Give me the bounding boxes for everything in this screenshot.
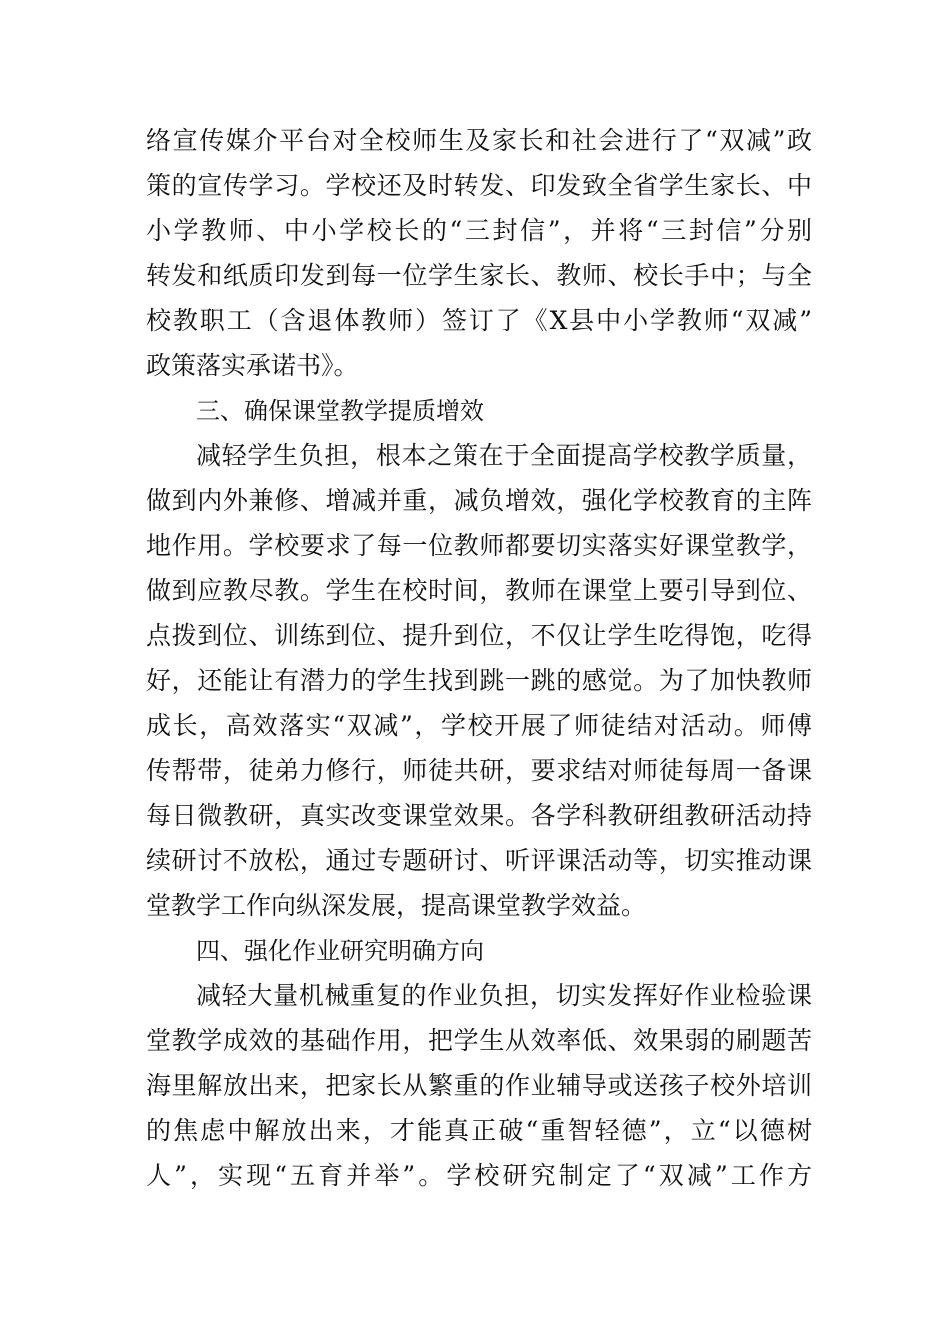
paragraph-line: 每日微教研，真实改变课堂效果。各学科教研组教研活动持 [146,801,812,830]
paragraph-line: 做到应教尽教。学生在校时间，教师在课堂上要引导到位、 [146,576,812,605]
paragraph-line: 点拨到位、训练到位、提升到位，不仅让学生吃得饱，吃得 [146,621,812,650]
paragraph-line: 的焦虑中解放出来，才能真正破“重智轻德”，立“以德树 [146,1116,812,1145]
paragraph-line: 小学教师、中小学校长的“三封信”，并将“三封信”分别 [146,216,812,245]
paragraph-line: 减轻学生负担，根本之策在于全面提高学校教学质量， [196,441,812,470]
paragraph-line: 络宣传媒介平台对全校师生及家长和社会进行了“双减”政 [146,126,812,155]
paragraph-line: 做到内外兼修、增减并重，减负增效，强化学校教育的主阵 [146,486,812,515]
paragraph-line: 续研讨不放松，通过专题研讨、听评课活动等，切实推动课 [146,846,812,875]
paragraph-line: 传帮带，徒弟力修行，师徒共研，要求结对师徒每周一备课 [146,756,812,785]
paragraph-line: 堂教学成效的基础作用，把学生从效率低、效果弱的刷题苦 [146,1026,812,1055]
paragraph-line: 校教职工（含退体教师）签订了《X县中小学教师“双减” [146,306,812,335]
paragraph-line: 减轻大量机械重复的作业负担，切实发挥好作业检验课 [196,981,812,1010]
paragraph-line: 人”，实现“五育并举”。学校研究制定了“双减”工作方 [146,1161,812,1190]
paragraph-line: 海里解放出来，把家长从繁重的作业辅导或送孩子校外培训 [146,1071,812,1100]
paragraph-line: 堂教学工作向纵深发展，提高课堂教学效益。 [146,891,647,920]
section-heading: 四、强化作业研究明确方向 [196,937,484,965]
paragraph-line: 好，还能让有潜力的学生找到跳一跳的感觉。为了加快教师 [146,666,812,695]
paragraph-line: 政策落实承诺书》。 [146,351,359,380]
section-heading: 三、确保课堂教学提质增效 [196,397,484,425]
paragraph-line: 策的宣传学习。学校还及时转发、印发致全省学生家长、中 [146,171,812,200]
paragraph-line: 地作用。学校要求了每一位教师都要切实落实好课堂教学， [146,531,812,560]
paragraph-line: 成长，高效落实“双减”，学校开展了师徒结对活动。师傅 [146,711,812,740]
paragraph-line: 转发和纸质印发到每一位学生家长、教师、校长手中；与全 [146,261,812,290]
